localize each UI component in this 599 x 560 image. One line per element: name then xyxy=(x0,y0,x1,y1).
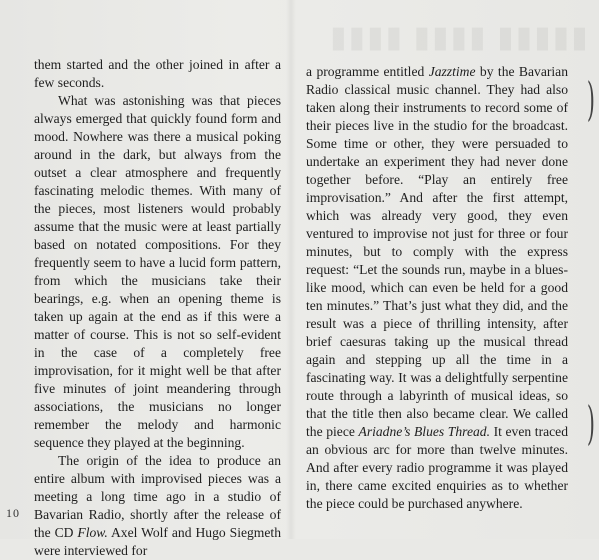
margin-bracket-bottom: ) xyxy=(586,396,596,450)
page-fold-shadow xyxy=(286,0,296,539)
piece-title: Ariadne’s Blues Thread. xyxy=(358,424,490,439)
page-number: 10 xyxy=(6,506,20,520)
left-column xyxy=(34,56,281,560)
cd-title: Flow. xyxy=(77,525,108,540)
right-column xyxy=(306,63,568,513)
right-text-1: a programme entitled xyxy=(306,64,429,79)
right-text-2: by the Bavarian Radio classical music channel. They had also taken along their instruments to record some of their pieces live in the studio for the broadcast. Some time or other, they were persuaded to undertake an experiment they had never done together before. “Play an entirely free improvisation.” And after the first attempt, which was already very good, they even ventured to improvise not just for three or four minutes, but to comply with the express request: “Let the sounds run, maybe in a blues-like mood, which can even be held for a good ten minutes.” That’s just what they did, and the result was a piece of thrilling intensity, after brief caesuras taking up the musical thread again and stepping up all the time in a fascinating way. It was a delightfully serpentine route through a labyrinth of musical ideas, so that the title then also became clear. We called the piece xyxy=(306,64,569,439)
show-through-bleed: ▮▮▮▮ ▮▮▮▮ ▮▮▮▮▮ xyxy=(330,21,590,54)
right-text-3: It even traced an obvious arc for more than twelve minutes. And after every radio programme it was played in, there came excited enquiries as to whether the piece could be purchased anywhere. xyxy=(306,424,568,511)
margin-bracket-top: ) xyxy=(586,72,596,126)
paragraph-1: them started and the other joined in after a few seconds. xyxy=(34,57,281,90)
paragraph-continued xyxy=(306,63,568,513)
paragraph-2: What was astonishing was that pieces always emerged that quickly found form and mood. Nowhere was there a musical poking around in the dark, but always from the outset a clear atmosphere and frequently fascinating melodic themes. With many of the pieces, most listeners would probably assume that the music were at least partially based on notated compositions. For they frequently seem to have a lucid form pattern, from which the musicians take their bearings, e.g. when an opening theme is taken up again at the end as if this were a matter of course. This is not so self-evident in the case of a completely free improvisation, for it might well be that after five minutes of joint meandering through associations, the musicians no longer remember the melody and harmonic sequence they played at the beginning. xyxy=(34,93,281,450)
programme-title: Jazztime xyxy=(428,64,476,79)
paragraph-3-text: The origin of the idea to produce an entire album with improvised pieces was a meeting a long time ago in a studio of Bavarian Radio, shortly after the release of the CD xyxy=(34,453,281,540)
paragraph-3 xyxy=(34,452,281,560)
paragraph-3-text-end: Axel Wolf and Hugo Siegmeth were interviewed for xyxy=(34,525,281,558)
